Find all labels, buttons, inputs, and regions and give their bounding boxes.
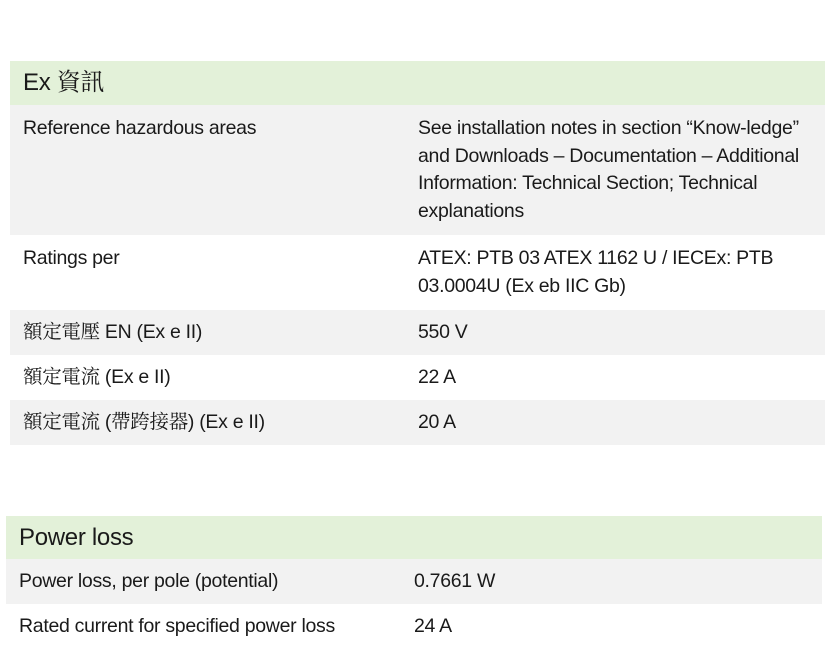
row-label: Power loss, per pole (potential) <box>19 570 279 592</box>
row-value: 20 A <box>418 411 456 433</box>
row-label: 額定電壓 EN (Ex e II) <box>23 321 203 343</box>
table-row <box>10 105 825 235</box>
table-row <box>6 604 822 649</box>
row-label: Ratings per <box>23 247 120 269</box>
row-value-text: See installation notes in section “Know-ledge” and Downloads – Documentation – Additional Information: Technical Section; Technical explanations <box>418 117 799 222</box>
table-row <box>10 355 825 400</box>
table-row <box>6 559 822 604</box>
power-loss-table <box>6 516 822 649</box>
row-value: 24 A <box>414 615 452 637</box>
row-value <box>418 105 825 235</box>
section-title-ex-info: Ex 資訊 <box>10 61 825 105</box>
row-label: 額定電流 (帶跨接器) (Ex e II) <box>23 411 265 433</box>
row-value: ATEX: PTB 03 ATEX 1162 U / IECEx: PTB 03.0004U (Ex eb IIC Gb) <box>418 247 774 297</box>
row-value: 22 A <box>418 366 456 388</box>
table-row <box>10 310 825 355</box>
row-label: Reference hazardous areas <box>23 117 257 139</box>
section-title-power-loss: Power loss <box>6 516 822 559</box>
row-label: 額定電流 (Ex e II) <box>23 366 171 388</box>
row-label: Rated current for specified power loss <box>19 615 335 637</box>
table-row <box>10 235 825 310</box>
table-row <box>10 400 825 445</box>
ex-info-table <box>10 61 825 445</box>
row-value: 0.7661 W <box>414 570 496 592</box>
row-value: 550 V <box>418 321 468 343</box>
